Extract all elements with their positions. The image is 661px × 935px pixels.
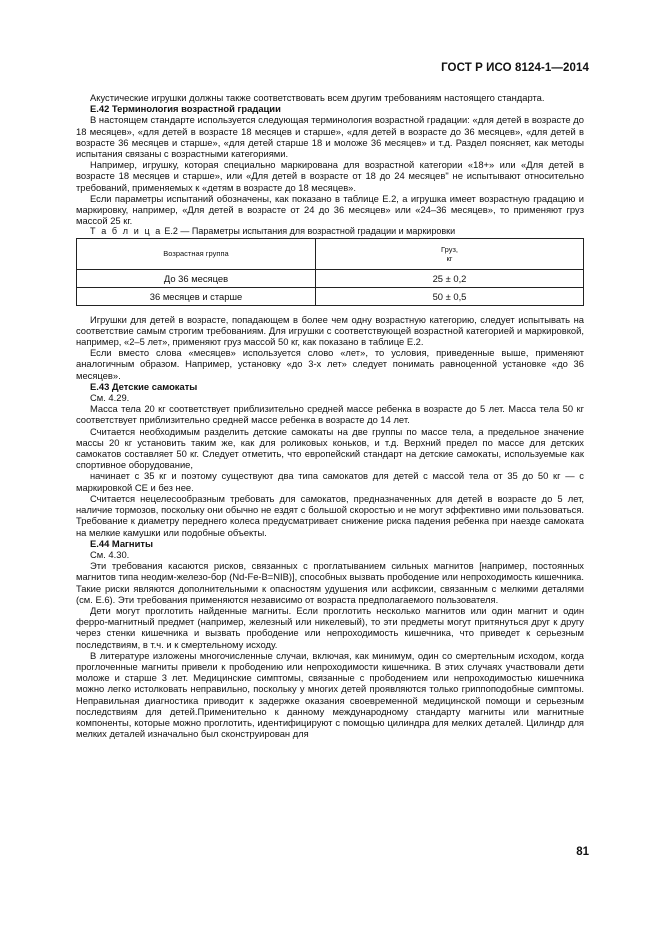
page-number: 81 xyxy=(576,846,589,858)
standard-header: ГОСТ Р ИСО 8124-1—2014 xyxy=(441,62,589,74)
section-e42-heading: Е.42 Терминология возрастной градации xyxy=(90,103,281,115)
section-e44-heading: Е.44 Магниты xyxy=(90,537,153,549)
e42-paragraph-3: Если параметры испытаний обозначены, как показано в таблице Е.2, а игрушка имеет возрастную градацию и маркировку, например, «Для детей в возрасте от 24 до 36 месяцев» или «24–36 месяцев», то применяют груз массой 25 кг. xyxy=(76,192,584,227)
e44-paragraph-2: Дети могут проглотить найденные магниты. Если проглотить несколько магнитов или один магнит и один ферро-магнитный предмет (например, железный или никелевый), то эти предметы могут притянуться друг к другу через стенки кишечника и вызвать прободение или непроходимость кишечника, что приведет к серьезным последствиям, в т.ч. и к смертельному исходу. xyxy=(76,604,584,650)
age-group-header: Возрастная группа xyxy=(77,238,316,269)
e43-reference: См. 4.29. xyxy=(90,392,130,404)
table-row xyxy=(77,269,584,287)
table-cell-load: 50 ± 0,5 xyxy=(316,287,584,305)
e43-paragraph-3: начинает с 35 кг и поэтому существуют два типа самокатов для детей с массой тела от 35 до 50 кг — с маркировкой CE и без нее. xyxy=(76,470,584,493)
e43-paragraph-1: Масса тела 20 кг соответствует приблизительно средней массе ребенка в возрасте до 5 лет. Масса тела 50 кг соответствует приблизительно средней массе ребенка в возрасте до 14 лет. xyxy=(76,403,584,426)
load-header-label: Груз, xyxy=(441,244,458,254)
intro-paragraph: Акустические игрушки должны также соответствовать всем другим требованиям настоящего стандарта. xyxy=(90,92,545,103)
table-caption-text: Е.2 — Параметры испытания для возрастной градации и маркировки xyxy=(161,226,456,237)
after-table-paragraph-1: Игрушки для детей в возрасте, попадающем в более чем одну возрастную категорию, следует испытывать на соответствие самым строгим требованиям. Для игрушки с соответствующей возрастной категорией и маркировкой, например, «2–5 лет», применяют груз массой 50 кг, как показано в таблице Е.2. xyxy=(76,313,584,348)
table-caption xyxy=(76,226,584,237)
e44-reference: См. 4.30. xyxy=(90,548,130,560)
table-header-row xyxy=(77,238,584,269)
e42-paragraph-2: Например, игрушку, которая специально маркирована для возрастной категории «18+» или «Для детей в возрасте 18 месяцев и старше», или «Для детей в возрасте от 18 до 24 месяцев" не испытывают относительно требований, применяемых к «детям в возрасте до 18 месяцев». xyxy=(76,159,584,193)
age-grading-table xyxy=(76,238,584,306)
table-caption-prefix: Т а б л и ц а xyxy=(90,226,162,237)
e43-paragraph-4: Считается нецелесообразным требовать для самокатов, предназначенных для детей в возрасте до 5 лет, наличие тормозов, поскольку они обычно не ездят с большой скоростью и не могут эффективно ими пользоваться. Требование к диаметру переднего колеса предусматривает снижение риска падения ребенка при наезде самоката на мелкие камушки или подобные объекты. xyxy=(76,492,584,538)
e44-paragraph-1: Эти требования касаются рисков, связанных с проглатыванием сильных магнитов [например, постоянных магнитов типа неодим-железо-бор (Nd-Fe-B=NIB)], способных вызвать прободение или непроходимость кишечника. Такие риски являются дополнительными к опасностям удушения или асфиксии, связанным с мелкими деталями (см. Е.6). Эти требования применяются независимо от возраста предполагаемого пользователя. xyxy=(76,560,584,605)
table-cell-load: 25 ± 0,2 xyxy=(316,269,584,287)
e43-paragraph-2: Считается необходимым разделить детские самокаты на две группы по массе тела, а предельное значение массы 20 кг установить таким же, как для роликовых коньков, и т.д. Верхний предел по массе для детских самокатов составляет 50 кг. Следует отметить, что европейский стандарт на детские самокаты, используемые как спортивное оборудование, xyxy=(76,425,584,471)
after-table-paragraph-2: Если вместо слова «месяцев» используется слово «лет», то условия, приведенные выше, применяют аналогичным образом. Например, установку «до 3-х лет» следует понимать равноценной установке «до 36 месяцев». xyxy=(76,347,584,381)
table-row xyxy=(77,287,584,305)
page-content xyxy=(76,92,584,739)
load-header xyxy=(316,238,584,269)
table-cell-age-group: До 36 месяцев xyxy=(77,269,316,287)
e44-paragraph-3: В литературе изложены многочисленные случаи, включая, как минимум, один со смертельным исходом, когда проглоченные магниты привели к прободению или непроходимости кишечника. В этих случаях участвовали дети моложе и старше 3 лет. Медицинские симптомы, связанные с прободением или непроходимостью кишечника можно легко истолковать неправильно, поскольку у многих детей проявляются только гриппоподобные симптомы. Неправильная диагностика приводит к задержке оказания своевременной медицинской помощи и серьезным последствиям для детей.Применительно к данному международному стандарту магниты или магнитные компоненты, которые можно проглотить, идентифицируют с помощью цилиндра для мелких деталей. Цилиндр для мелких деталей изначально был сконструирован для xyxy=(76,649,584,740)
e42-paragraph-1: В настоящем стандарте используется следующая терминология возрастной градации: «для детей в возрасте до 18 месяцев», «для детей в возрасте 18 месяцев и старше», «для детей в возрасте до 36 месяцев», «для детей в возрасте 36 месяцев и старше», «для детей старше 18 и моложе 36 месяцев» и т.д. Раздел поясняет, как методы испытания связаны с возрастными категориями. xyxy=(76,114,584,160)
table-cell-age-group: 36 месяцев и старше xyxy=(77,287,316,305)
load-header-unit: кг xyxy=(446,253,453,263)
section-e43-heading: Е.43 Детские самокаты xyxy=(90,380,198,392)
